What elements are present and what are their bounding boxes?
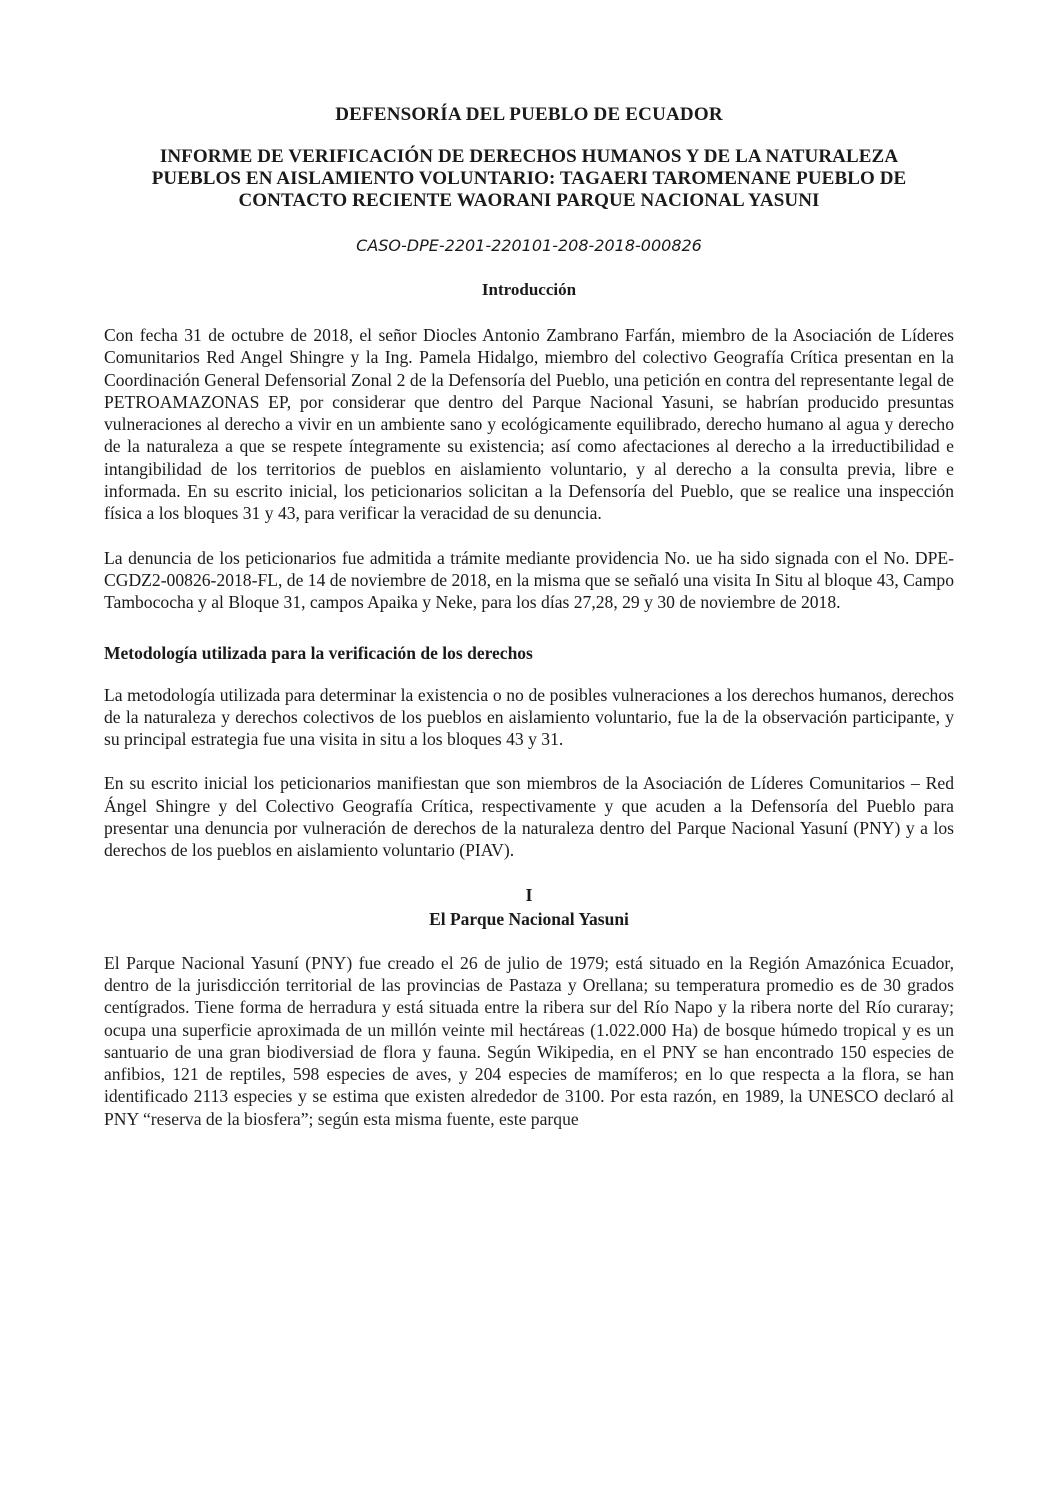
organization-title: DEFENSORÍA DEL PUEBLO DE ECUADOR	[335, 104, 723, 125]
methodology-paragraph: La metodología utilizada para determinar la existencia o no de posibles vulneraciones a los derechos humanos, derechos de la naturaleza y derechos colectivos de los pueblos en aislamiento voluntario, fue la de la observación participante, y su principal estrategia fue una visita in situ a los bloques 43 y 31.	[104, 684, 954, 750]
report-title-line: INFORME DE VERIFICACIÓN DE DERECHOS HUMANOS Y DE LA NATURALEZA	[159, 146, 899, 167]
report-title	[104, 146, 954, 212]
chapter-number: I	[525, 884, 533, 905]
intro-paragraph: La denuncia de los peticionarios fue admitida a trámite mediante providencia No. ue ha sido signada con el No. DPE-CGDZ2-00826-2018-FL, de 14 de noviembre de 2018, en la misma que se señaló una visita In Situ al bloque 43, Campo Tambococha y al Bloque 31, campos Apaika y Neke, para los días 27,28, 29 y 30 de noviembre de 2018.	[104, 547, 954, 613]
introduction-heading: Introducción	[481, 280, 577, 299]
methodology-heading: Metodología utilizada para la verificación de los derechos	[104, 642, 533, 663]
page-content	[104, 96, 954, 1130]
case-number: CASO-DPE-2201-220101-208-2018-000826	[356, 236, 702, 255]
chapter-paragraph: El Parque Nacional Yasuní (PNY) fue creado el 26 de julio de 1979; está situado en la Región Amazónica Ecuador, dentro de la jurisdicción territorial de las provincias de Pastaza y Orellana; su temperatura promedio es de 30 grados centígrados. Tiene forma de herradura y está situada entre la ribera sur del Río Napo y la ribera norte del Río curaray; ocupa una superficie aproximada de un millón veinte mil hectáreas (1.022.000 Ha) de bosque húmedo tropical y es un santuario de una gran biodiversiad de flora y fauna. Según Wikipedia, en el PNY se han encontrado 150 especies de anfibios, 121 de reptiles, 598 especies de aves, y 204 especies de mamíferos; en lo que respecta a la flora, se han identificado 2113 especies y se estima que existen alrededor de 3100. Por esta razón, en 1989, la UNESCO declaró al PNY “reserva de la biosfera”; según esta misma fuente, este parque	[104, 952, 954, 1129]
intro-paragraph: Con fecha 31 de octubre de 2018, el señor Diocles Antonio Zambrano Farfán, miembro de la Asociación de Líderes Comunitarios Red Angel Shingre y la Ing. Pamela Hidalgo, miembro del colectivo Geografía Crítica presentan en la Coordinación General Defensorial Zonal 2 de la Defensoría del Pueblo, una petición en contra del representante legal de PETROAMAZONAS EP, por considerar que dentro del Parque Nacional Yasuni, se habrían producido presuntas vulneraciones al derecho a vivir en un ambiente sano y ecológicamente equilibrado, derecho humano al agua y derecho de la naturaleza a que se respete íntegramente su existencia; así como afectaciones al derecho a la irreductibilidad e intangibilidad de los territorios de pueblos en aislamiento voluntario, y al derecho a la consulta previa, libre e informada. En su escrito inicial, los peticionarios solicitan a la Defensoría del Pueblo, que se realice una inspección física a los bloques 31 y 43, para verificar la veracidad de su denuncia.	[104, 325, 954, 524]
chapter-title: El Parque Nacional Yasuni	[429, 908, 629, 929]
report-title-line: PUEBLOS EN AISLAMIENTO VOLUNTARIO: TAGAERI TAROMENANE PUEBLO DE	[151, 168, 907, 189]
report-title-line: CONTACTO RECIENTE WAORANI PARQUE NACIONAL YASUNI	[238, 190, 820, 211]
methodology-paragraph: En su escrito inicial los peticionarios manifiestan que son miembros de la Asociación de Líderes Comunitarios – Red Ángel Shingre y del Colectivo Geografía Crítica, respectivamente y que acuden a la Defensoría del Pueblo para presentar una denuncia por vulneración de derechos de la naturaleza dentro del Parque Nacional Yasuní (PNY) y a los derechos de los pueblos en aislamiento voluntario (PIAV).	[104, 773, 954, 861]
